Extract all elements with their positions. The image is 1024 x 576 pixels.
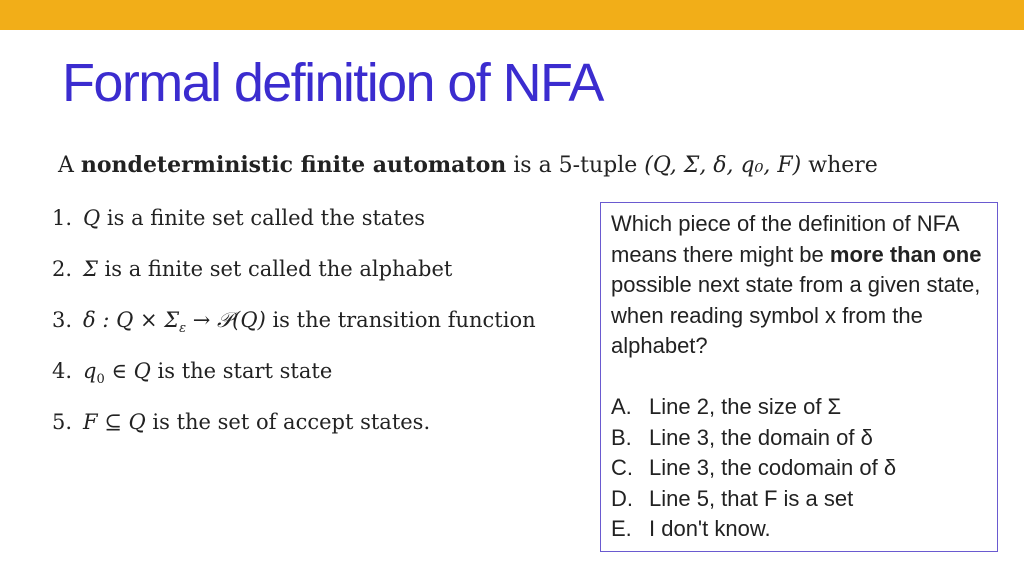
item-math: Q [83, 206, 101, 230]
item-number: 4. [52, 359, 73, 383]
question-text [611, 209, 987, 362]
list-item-1 [52, 203, 592, 254]
item-math-2: → 𝒫(Q) [186, 308, 266, 332]
item-number: 5. [52, 410, 73, 434]
definition-prefix: A [58, 153, 81, 178]
item-number: 2. [52, 257, 73, 281]
definition-suffix: where [801, 153, 878, 178]
top-accent-bar [0, 0, 1024, 30]
option-d [611, 484, 987, 515]
item-math: δ : Q × Σ [83, 308, 180, 332]
definition-tuple: (Q, Σ, δ, q₀, F) [644, 153, 802, 178]
option-text: Line 5, that F is a set [649, 485, 854, 511]
item-text: is the start state [150, 359, 333, 383]
item-text: is a finite set called the states [100, 206, 426, 230]
item-subscript: ε [179, 321, 187, 337]
answer-options [611, 392, 987, 545]
option-text: I don't know. [649, 516, 771, 542]
option-text: Line 3, the domain of δ [649, 424, 873, 450]
option-e [611, 514, 987, 545]
question-emphasis: more than one [829, 241, 982, 267]
definition-sentence [58, 152, 918, 178]
item-number: 1. [52, 206, 73, 230]
option-letter: A. [611, 393, 632, 419]
definition-list [52, 203, 592, 458]
option-text: Line 3, the codomain of δ [649, 455, 897, 481]
question-box [600, 202, 998, 552]
definition-term: nondeterministic finite automaton [80, 152, 507, 178]
item-math-2: ∈ Q [104, 359, 151, 383]
item-number: 3. [52, 308, 73, 332]
item-text: is a finite set called the alphabet [97, 257, 453, 281]
option-text: Line 2, the size of Σ [649, 393, 842, 419]
option-letter: B. [611, 424, 632, 450]
option-letter: E. [611, 516, 632, 542]
item-math: Σ [83, 257, 98, 281]
option-b [611, 423, 987, 454]
list-item-4 [52, 356, 592, 407]
item-text: is the set of accept states. [145, 410, 431, 434]
list-item-5 [52, 407, 592, 458]
item-subscript: 0 [96, 372, 105, 388]
option-letter: C. [611, 455, 633, 481]
list-item-2 [52, 254, 592, 305]
item-text: is the transition function [265, 308, 536, 332]
option-c [611, 453, 987, 484]
slide-title: Formal definition of NFA [62, 53, 603, 113]
item-math: q [83, 359, 97, 383]
definition-middle: is a 5-tuple [506, 153, 645, 178]
item-math: F ⊆ Q [83, 410, 146, 434]
question-pre: Which piece of the definition of NFA means there might be [611, 211, 959, 267]
option-letter: D. [611, 485, 633, 511]
list-item-3 [52, 305, 592, 356]
question-post: possible next state from a given state, when reading symbol x from the alphabet? [611, 272, 981, 359]
option-a [611, 392, 987, 423]
